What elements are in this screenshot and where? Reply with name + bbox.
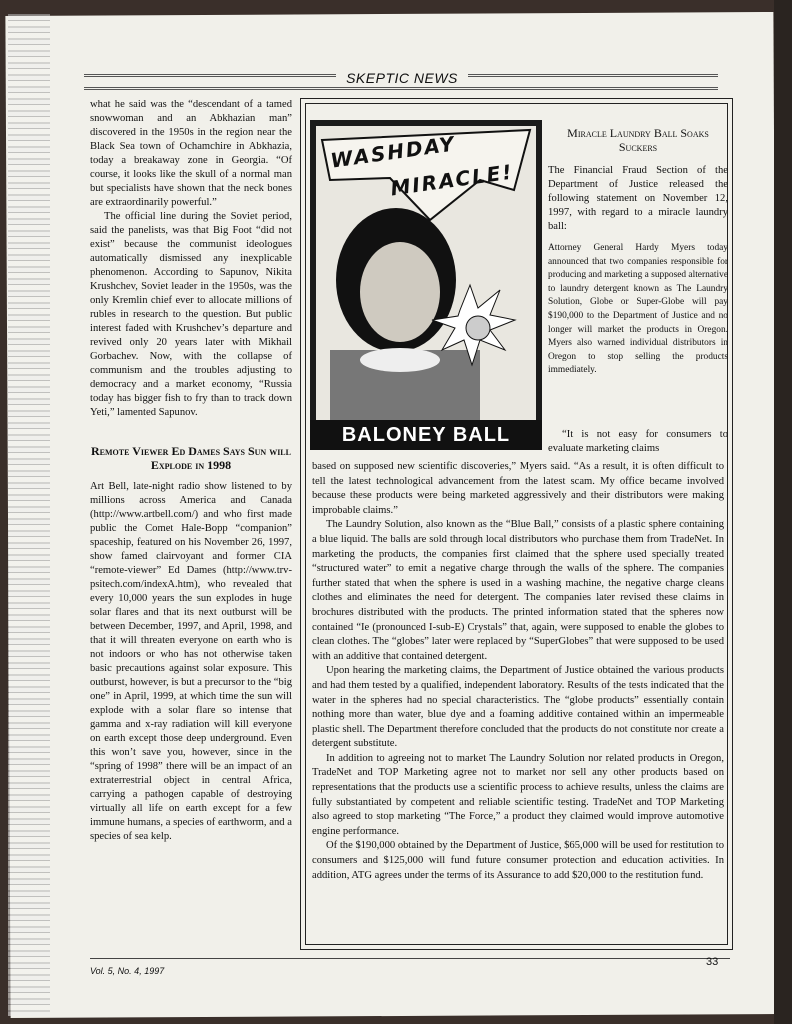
table-background (774, 0, 792, 1024)
article-headline: Miracle Laundry Ball Soaks Suckers (567, 126, 709, 154)
paragraph: Art Bell, late-night radio show listened to by millions across America and Canada (http://www.artbell.com/) and who first made public the Comet Hale-Bopp “companion” spaceship, featured on his November 26, 1997, show famed clairvoyant and former CIA “remote-viewer” Ed Dames (http://www.trv-psitech.com/indexA.htm), who revealed that every 10,000 years the sun explodes in huge solar flares and that its next outburst will be between December, 1997, and April, 1998, and that it will threaten everyone on earth who is not indoors or who has not otherwise taken basic precautions against solar exposure. This outburst, however, is but a precursor to the “big one” in April, 1999, at which time the sun will explode with a solar flare so intense that gamma and x-ray radiation will kill everyone on earth except those deep underground. Even this won’t save you, however, since in the “spring of 1998” there will be an impact of an extraterrestrial object in central Africa, carrying a pathogen capable of destroying virtually all life on earth except for a few immune humans, a species of earthworm, and a species of sea kelp. (90, 481, 292, 842)
paragraph: The Laundry Solution, also known as the “Blue Ball,” consists of a plastic sphere containing a blue liquid. The balls are sold through local distributors who purchase them from TradeNet. In marketing the products, the companies first claimed that the sphere used specially treated “structured water” to emit a negative charge through the walls of the sphere. The companies further stated that when the sphere is used in a washing machine, the negative charge cleans clothes and eliminates the need for detergent. The companies later revised these claims in brochures distributed with the products. The printed information stated that the spheres now contained “Ie (pronounced I-sub-E) Crystals” that, again, were supposed to enable the globes to clean clothes. The “globes” later were replaced by “SuperGlobes” that were supposed to be used with an additive that contained detergent. (312, 519, 724, 662)
paragraph: Of the $190,000 obtained by the Department of Justice, $65,000 will be used for restitution to consumers and $125,000 will fund future consumer protection and education activities. In addition, ATG agrees under the terms of its Assurance to add $20,000 to the restitution fund. (312, 840, 724, 881)
article-body (312, 460, 724, 883)
paragraph: The Financial Fraud Section of the Department of Justice released the following statement on November 12, 1997, with regard to a miracle laundry ball: (548, 165, 728, 232)
paragraph: The official line during the Soviet period, said the panelists, was that Big Foot “did not exist” because the communist ideologues automatically dismissed any inexplicable phenomenon. According to Sapunov, Nikita Krushchev, Soviet leader in the 1950s, was the only Kremlin chief ever to allocate millions of rubles in research to the question. But public interest faded with Krushchev’s departure and revived only 20 years later with Mikhail Gorbachev. Now, with the collapse of communism and the troubles adjusting to democracy and a market economy, “Russia today has bigger fish to fry than to track down Yeti,” lamented Sapunov. (90, 211, 292, 418)
issue-label: Vol. 5, No. 4, 1997 (90, 966, 165, 976)
baloney-ball-banner: BALONEY BALL (310, 420, 542, 450)
paragraph: In addition to agreeing not to market The Laundry Solution nor related products in Oregon, TradeNet and TOP Marketing agree not to market nor sell any other products based on representations that the products use a scientific process to achieve results, unless the claims are fully substantiated by competent and reliable scientific testing. TradeNet and TOP Marketing also agreed to stop marketing “The Force,” a product they claimed would improve automotive engine performance. (312, 752, 724, 837)
article-subhead: Remote Viewer Ed Dames Says Sun will Explode in 1998 (91, 444, 291, 472)
paragraph: what he said was the “descendant of a tamed snowwoman and an Abkhazian man” discovered in the 1950s in the region near the Black Sea town of Ochamchire in Abkhazia, today a breakaway zone in Georgia. “Of course, it looks like the skull of a normal man but specialists have shown that the neck bones are extraordinarily powerful.” (90, 99, 292, 208)
footer-rule (90, 958, 730, 959)
binding-edge (8, 14, 50, 1016)
section-title: SKEPTIC NEWS (336, 70, 468, 86)
paragraph: “It is not easy for consumers to evaluate marketing claims (548, 429, 728, 454)
paragraph: Upon hearing the marketing claims, the Department of Justice obtained the various products and had them tested by a qualified, independent laboratory. Results of the tests indicated that the water in the spheres had no special characteristics. The “globe products” essentially contain nothing more than water, blue dye and a foaming additive contained within an impermeable plastic shell. The Department therefore concluded that the products do not constitute nor create a detergent substitute. (312, 665, 724, 750)
press-release-quote: Attorney General Hardy Myers today announced that two companies responsible for producing and marketing a supposed alternative to laundry detergent known as The Laundry Solution, Globe or Super-Globe will pay $190,000 to the Department of Justice and no longer will market the products in Oregon. Myers also warned individual distributors in Oregon to stop selling the products immediately. (548, 243, 728, 376)
article-continuation (548, 428, 728, 456)
page-number: 33 (706, 956, 719, 968)
left-column (90, 98, 292, 844)
article-sidebar (548, 126, 728, 378)
washday-miracle-lettering: WASHDAY MIRACLE! (328, 131, 515, 201)
paragraph: based on supposed new scientific discoveries,” Myers said. “As a result, it is often difficult to tell the latest technological advancement from the latest scam. My office became involved because these products were being marketed aggressively and their distributors were making improbable claims.” (312, 461, 724, 516)
